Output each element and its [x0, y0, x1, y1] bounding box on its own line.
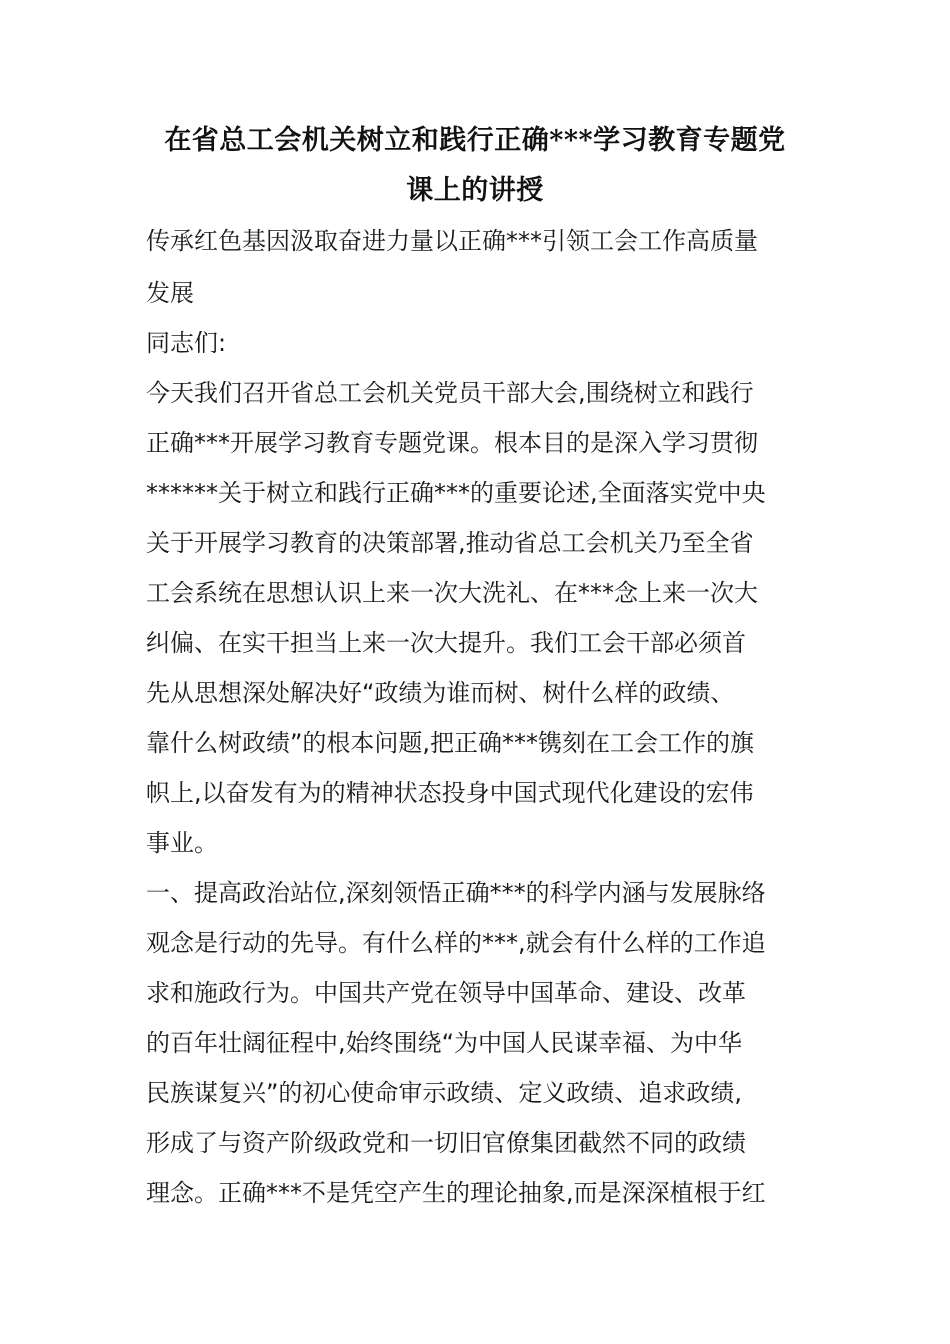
body-line: 先从思想深处解决好“政绩为谁而树、树什么样的政绩、 — [146, 679, 735, 707]
body-line: 民族谋复兴”的初心使命审示政绩、定义政绩、追求政绩, — [146, 1079, 743, 1107]
body-line: 事业。 — [146, 829, 218, 857]
document-title-line-2: 课上的讲授 — [406, 175, 544, 206]
body-line: 理念。正确***不是凭空产生的理论抽象,而是深深植根于红 — [146, 1179, 766, 1207]
subtitle-line-2: 发展 — [146, 279, 194, 307]
body-line: 形成了与资产阶级政党和一切旧官僚集团截然不同的政绩 — [146, 1129, 746, 1157]
salutation: 同志们: — [146, 329, 227, 357]
body-line: 今天我们召开省总工会机关党员干部大会,围绕树立和践行 — [146, 379, 754, 407]
body-line: 工会系统在思想认识上来一次大洗礼、在***念上来一次大 — [146, 579, 758, 607]
body-line: 观念是行动的先导。有什么样的***,就会有什么样的工作追 — [146, 929, 766, 957]
body-line: 的百年壮阔征程中,始终围绕“为中国人民谋幸福、为中华 — [146, 1029, 743, 1057]
body-line: 纠偏、在实干担当上来一次大提升。我们工会干部必须首 — [146, 629, 746, 657]
subtitle-line-1: 传承红色基因汲取奋进力量以正确***引领工会工作高质量 — [146, 227, 758, 255]
section-heading: 一、提高政治站位,深刻领悟正确***的科学内涵与发展脉络 — [146, 879, 766, 907]
body-line: 正确***开展学习教育专题党课。根本目的是深入学习贯彻 — [146, 429, 758, 457]
body-line: 靠什么树政绩”的根本问题,把正确***镌刻在工会工作的旗 — [146, 729, 755, 757]
body-line: 帜上,以奋发有为的精神状态投身中国式现代化建设的宏伟 — [146, 779, 754, 807]
document-title-line-1: 在省总工会机关树立和践行正确***学习教育专题党 — [164, 125, 786, 156]
body-line: 求和施政行为。中国共产党在领导中国革命、建设、改革 — [146, 979, 746, 1007]
body-line: 关于开展学习教育的决策部署,推动省总工会机关乃至全省 — [146, 529, 754, 557]
body-line: ******关于树立和践行正确***的重要论述,全面落实党中央 — [146, 479, 766, 507]
